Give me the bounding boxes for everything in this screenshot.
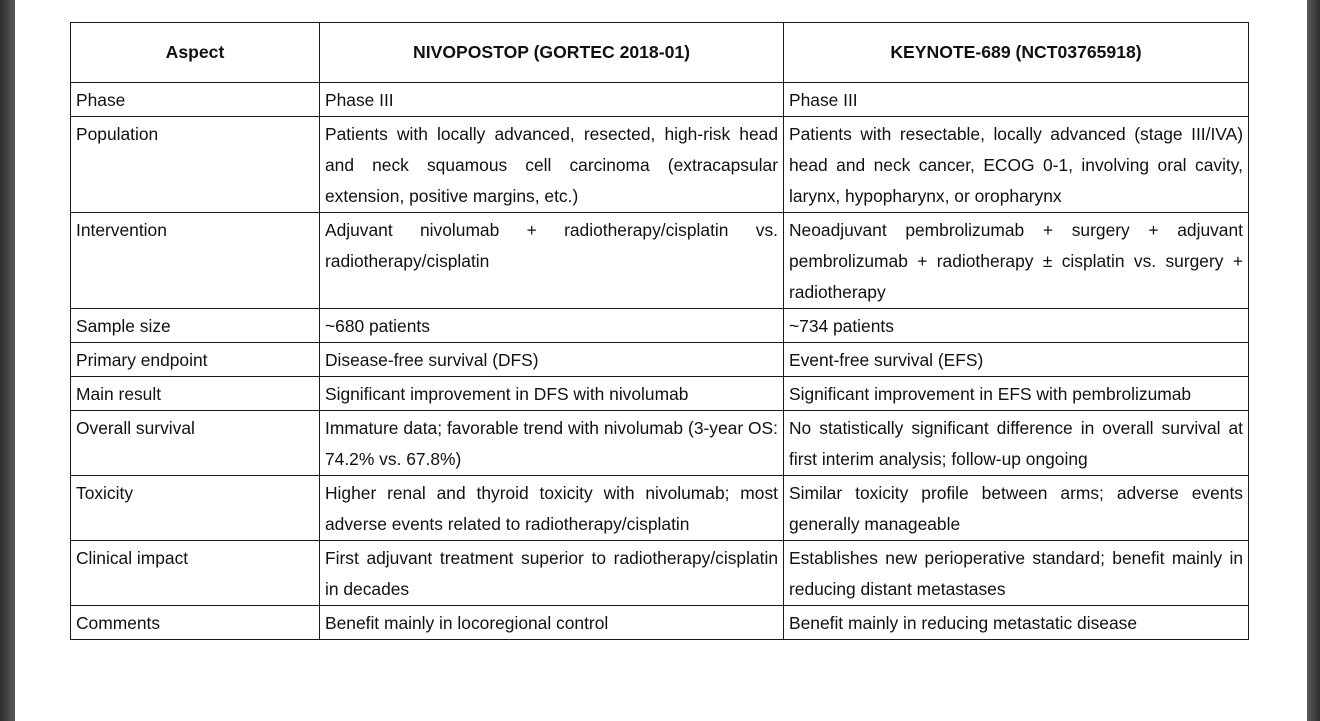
header-nivopostop: NIVOPOSTOP (GORTEC 2018-01) <box>320 23 784 83</box>
row-aspect-cell: Toxicity <box>71 476 320 541</box>
table-row <box>71 606 1249 640</box>
nivopostop-cell: Adjuvant nivolumab + radiotherapy/cisplatin vs. radiotherapy/cisplatin <box>320 213 784 309</box>
nivopostop-cell: Immature data; favorable trend with nivolumab (3-year OS: 74.2% vs. 67.8%) <box>320 411 784 476</box>
row-aspect-cell: Comments <box>71 606 320 640</box>
row-aspect-cell: Main result <box>71 377 320 411</box>
row-aspect-cell: Intervention <box>71 213 320 309</box>
comparison-table <box>70 22 1249 640</box>
row-aspect-cell: Primary endpoint <box>71 343 320 377</box>
keynote-cell: Neoadjuvant pembrolizumab + surgery + adjuvant pembrolizumab + radiotherapy ± cisplatin vs. surgery + radiotherapy <box>784 213 1249 309</box>
row-aspect-cell: Population <box>71 117 320 213</box>
keynote-cell: Phase III <box>784 83 1249 117</box>
document-page <box>15 0 1307 721</box>
nivopostop-cell: Significant improvement in DFS with nivolumab <box>320 377 784 411</box>
viewer-background-right <box>1307 0 1320 721</box>
nivopostop-cell: Disease-free survival (DFS) <box>320 343 784 377</box>
nivopostop-cell: Benefit mainly in locoregional control <box>320 606 784 640</box>
nivopostop-cell: Phase III <box>320 83 784 117</box>
keynote-cell: Significant improvement in EFS with pembrolizumab <box>784 377 1249 411</box>
keynote-cell: Event-free survival (EFS) <box>784 343 1249 377</box>
keynote-cell: Patients with resectable, locally advanced (stage III/IVA) head and neck cancer, ECOG 0-1, involving oral cavity, larynx, hypopharynx, or oropharynx <box>784 117 1249 213</box>
nivopostop-cell: Patients with locally advanced, resected, high-risk head and neck squamous cell carcinoma (extracapsular extension, positive margins, etc.) <box>320 117 784 213</box>
keynote-cell: Similar toxicity profile between arms; adverse events generally manageable <box>784 476 1249 541</box>
nivopostop-cell: Higher renal and thyroid toxicity with nivolumab; most adverse events related to radiotherapy/cisplatin <box>320 476 784 541</box>
header-keynote: KEYNOTE-689 (NCT03765918) <box>784 23 1249 83</box>
table-row <box>71 343 1249 377</box>
keynote-cell: Establishes new perioperative standard; benefit mainly in reducing distant metastases <box>784 541 1249 606</box>
row-aspect-cell: Overall survival <box>71 411 320 476</box>
table-row <box>71 83 1249 117</box>
table-row <box>71 377 1249 411</box>
table-row <box>71 117 1249 213</box>
header-aspect: Aspect <box>71 23 320 83</box>
row-aspect-cell: Clinical impact <box>71 541 320 606</box>
row-aspect-cell: Phase <box>71 83 320 117</box>
table-row <box>71 411 1249 476</box>
table-header-row <box>71 23 1249 83</box>
viewer-background-left <box>0 0 15 721</box>
keynote-cell: Benefit mainly in reducing metastatic disease <box>784 606 1249 640</box>
keynote-cell: No statistically significant difference in overall survival at first interim analysis; follow-up ongoing <box>784 411 1249 476</box>
table-row <box>71 476 1249 541</box>
nivopostop-cell: ~680 patients <box>320 309 784 343</box>
row-aspect-cell: Sample size <box>71 309 320 343</box>
table-row <box>71 309 1249 343</box>
table-row <box>71 541 1249 606</box>
keynote-cell: ~734 patients <box>784 309 1249 343</box>
nivopostop-cell: First adjuvant treatment superior to radiotherapy/cisplatin in decades <box>320 541 784 606</box>
table-row <box>71 213 1249 309</box>
